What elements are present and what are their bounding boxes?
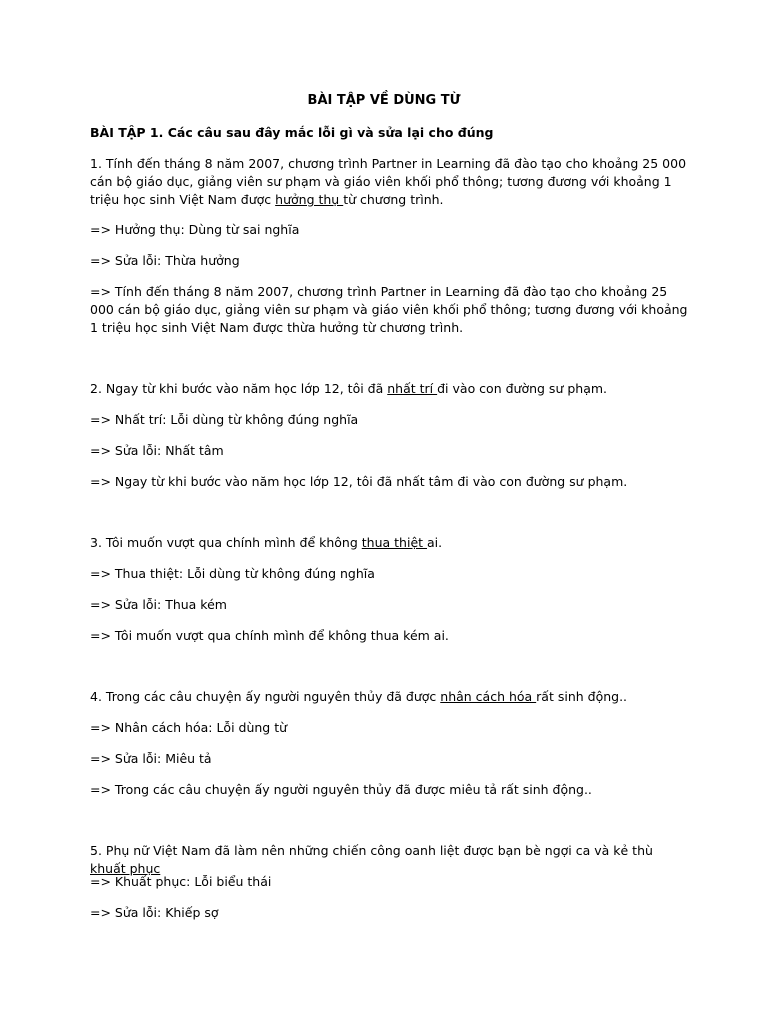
sentence-text: 4. Trong các câu chuyện ấy người nguyên thủy đã được xyxy=(90,689,441,704)
item-1-sentence xyxy=(90,155,690,209)
exercise-heading: BÀI TẬP 1. Các câu sau đây mắc lỗi gì và sửa lại cho đúng xyxy=(90,125,494,140)
item-3-sentence xyxy=(90,534,690,552)
item-4-fix: => Sửa lỗi: Miêu tả xyxy=(90,751,212,766)
item-3-error: => Thua thiệt: Lỗi dùng từ không đúng nghĩa xyxy=(90,566,375,581)
sentence-text: 1. Tính đến tháng 8 năm 2007, chương trình Partner in Learning đã đào tạo cho khoảng 25 000 cán bộ giáo dục, giảng viên sư phạm và giáo viên khối phổ thông; tương đương với khoảng 1 triệu học sinh Việt Nam được xyxy=(90,156,687,207)
item-4-error: => Nhân cách hóa: Lỗi dùng từ xyxy=(90,720,288,735)
underlined-word: khuất phục xyxy=(90,861,161,876)
underlined-word: nhân cách hóa xyxy=(440,689,537,704)
underlined-word: nhất trí xyxy=(387,381,438,396)
item-2-fix: => Sửa lỗi: Nhất tâm xyxy=(90,443,224,458)
sentence-text: rất sinh động.. xyxy=(536,689,628,704)
item-2-error: => Nhất trí: Lỗi dùng từ không đúng nghĩa xyxy=(90,412,359,427)
item-5-error: => Khuất phục: Lỗi biểu thái xyxy=(90,874,272,889)
sentence-text: 5. Phụ nữ Việt Nam đã làm nên những chiến công oanh liệt được bạn bè ngợi ca và kẻ thù xyxy=(90,843,653,858)
sentence-text: 2. Ngay từ khi bước vào năm học lớp 12, tôi đã xyxy=(90,381,388,396)
sentence-text: đi vào con đường sư phạm. xyxy=(437,381,608,396)
item-4-corrected: => Trong các câu chuyện ấy người nguyên thủy đã được miêu tả rất sinh động.. xyxy=(90,782,592,797)
sentence-text: 3. Tôi muốn vượt qua chính mình để không xyxy=(90,535,362,550)
item-2-sentence xyxy=(90,380,690,398)
sentence-text: từ chương trình. xyxy=(343,192,444,207)
sentence-text: ai. xyxy=(427,535,443,550)
item-5-fix: => Sửa lỗi: Khiếp sợ xyxy=(90,905,219,920)
item-1-corrected: => Tính đến tháng 8 năm 2007, chương trình Partner in Learning đã đào tạo cho khoảng 25 000 cán bộ giáo dục, giảng viên sư phạm và giáo viên khối phổ thông; tương đương với khoảng 1 triệu học sinh Việt Nam được thừa hưởng từ chương trình. xyxy=(90,284,688,335)
document-title: BÀI TẬP VỀ DÙNG TỪ xyxy=(307,93,461,108)
item-2-corrected: => Ngay từ khi bước vào năm học lớp 12, tôi đã nhất tâm đi vào con đường sư phạm. xyxy=(90,474,628,489)
item-1-error: => Hưởng thụ: Dùng từ sai nghĩa xyxy=(90,222,300,237)
item-3-fix: => Sửa lỗi: Thua kém xyxy=(90,597,227,612)
item-3-corrected: => Tôi muốn vượt qua chính mình để không thua kém ai. xyxy=(90,628,449,643)
item-1-fix: => Sửa lỗi: Thừa hưởng xyxy=(90,253,240,268)
item-4-sentence xyxy=(90,688,690,706)
underlined-word: thua thiệt xyxy=(361,535,428,550)
underlined-word: hưởng thụ xyxy=(275,192,344,207)
